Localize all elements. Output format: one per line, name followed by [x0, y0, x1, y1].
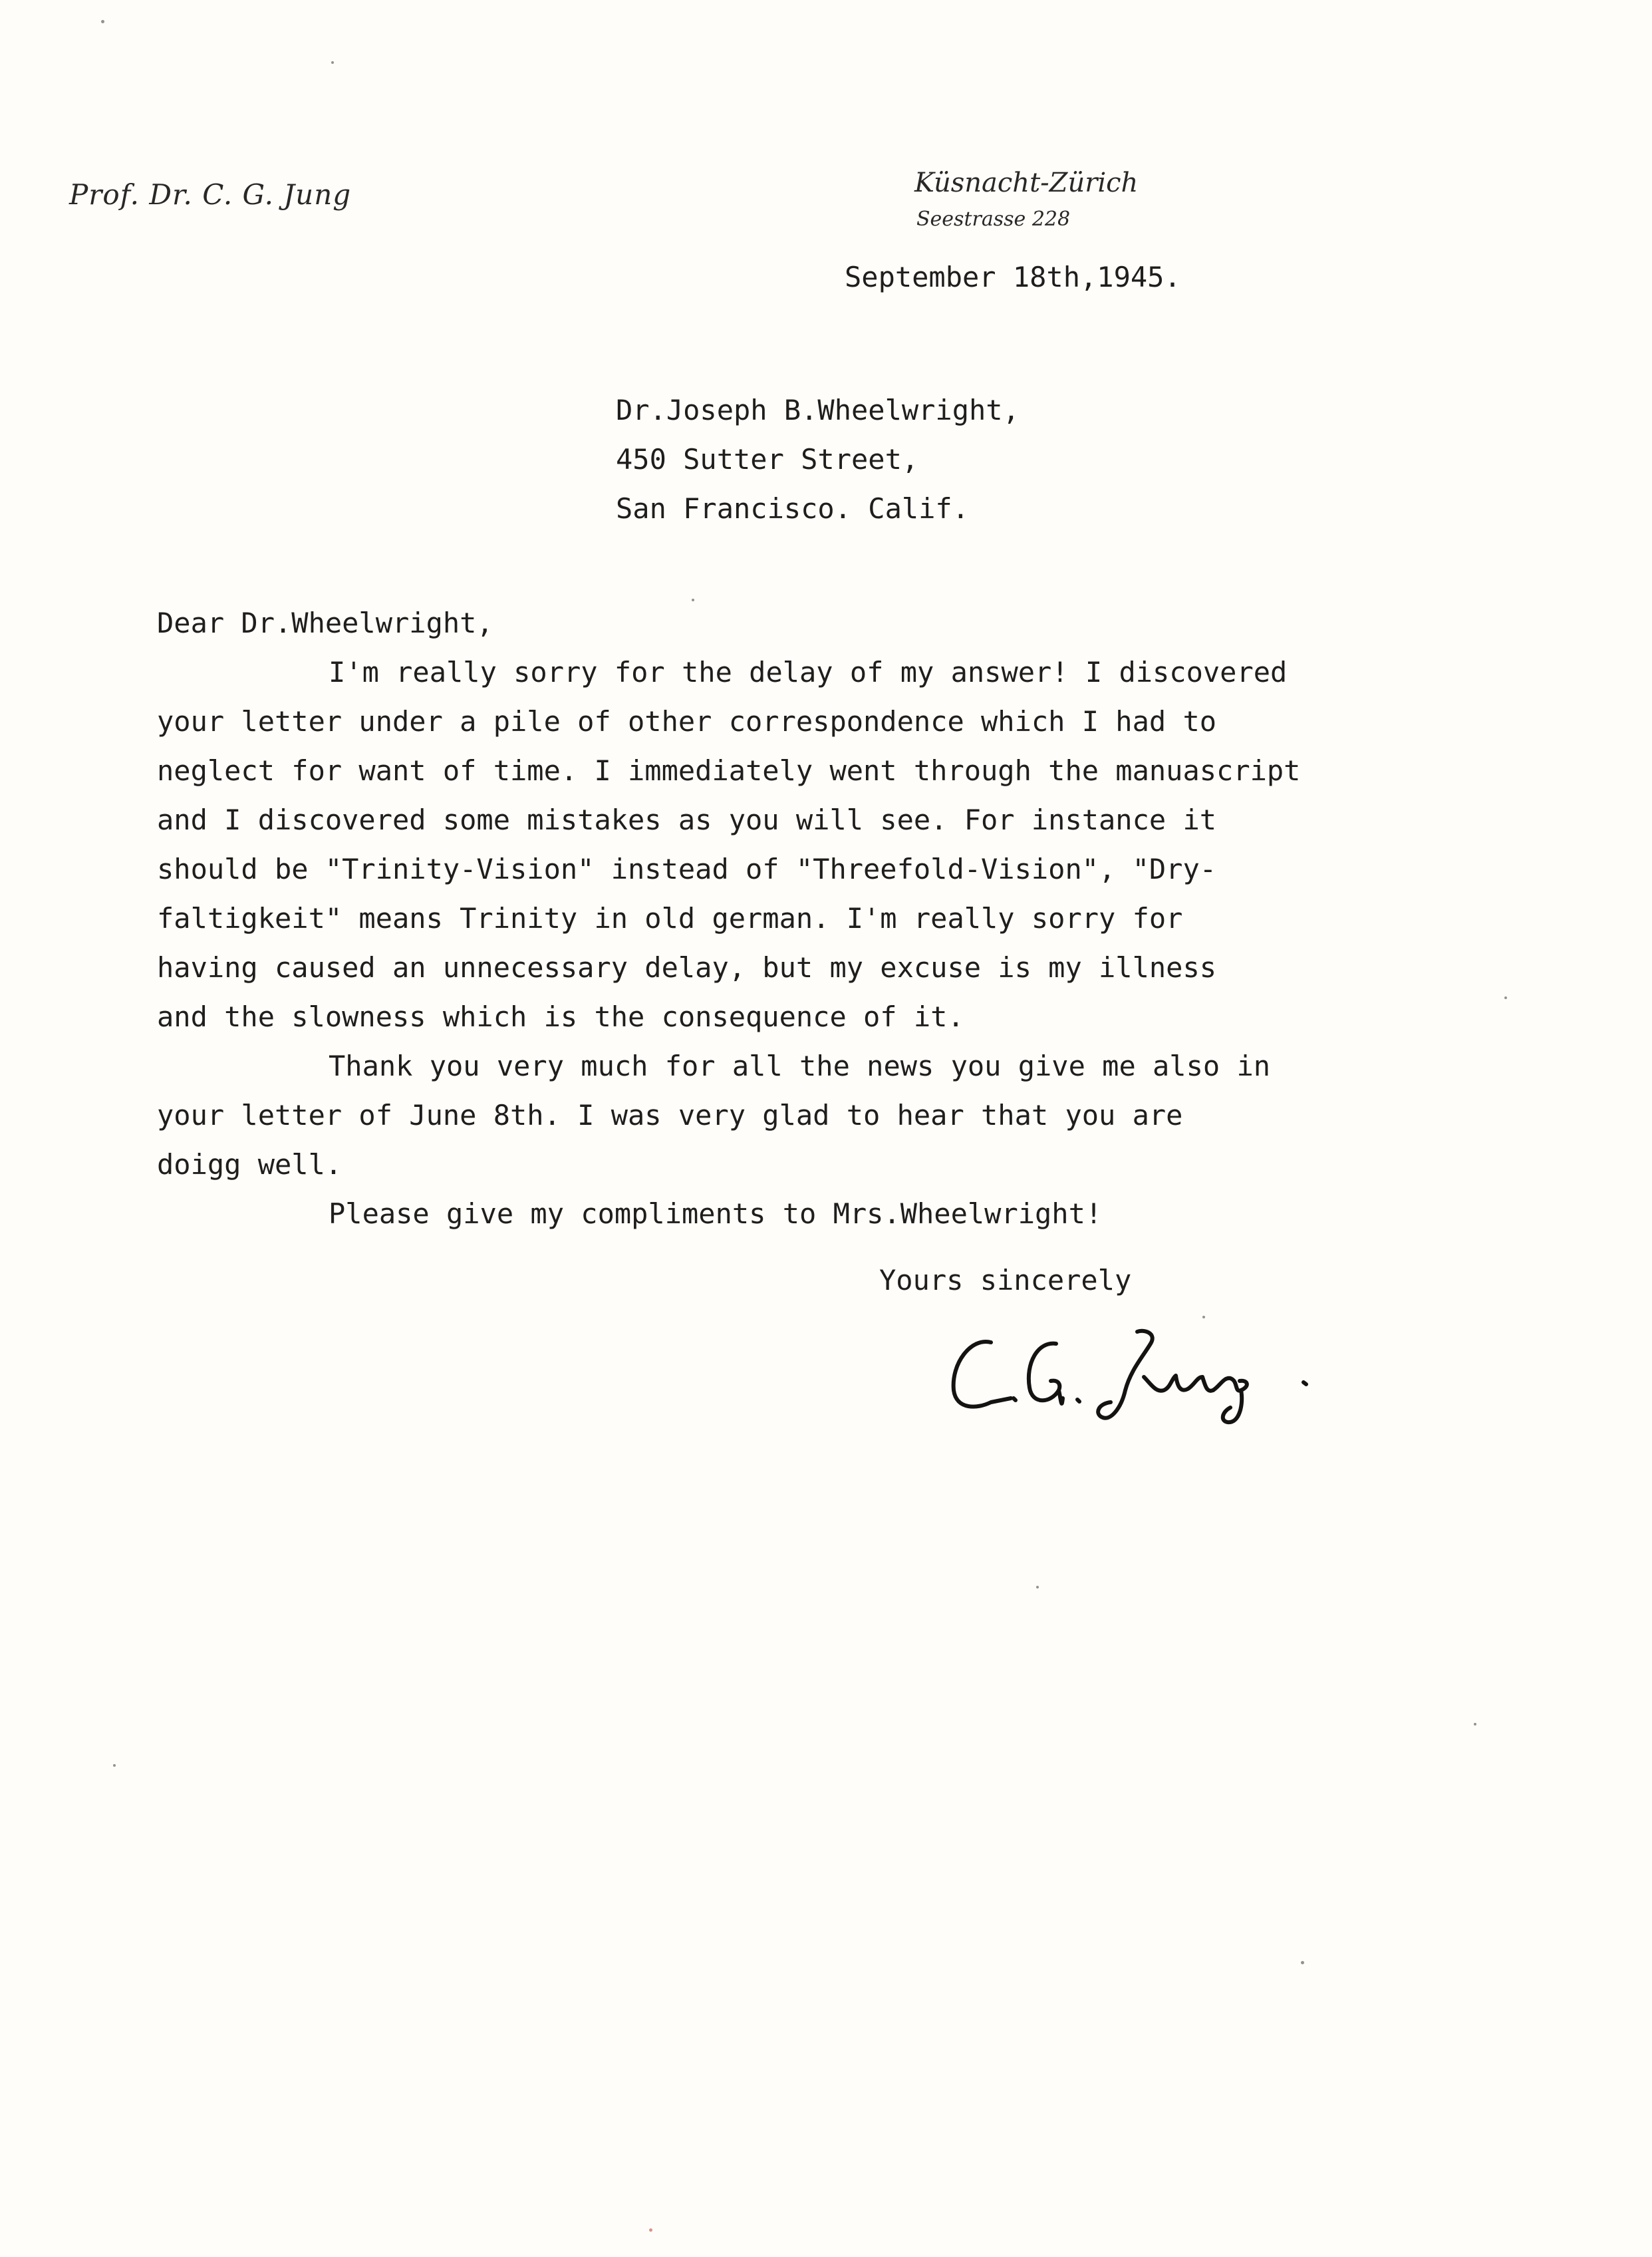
paper-speck — [1474, 1723, 1476, 1726]
paper-speck — [331, 61, 334, 64]
body-line: and I discovered some mistakes as you will see. For instance it — [157, 804, 1217, 836]
letterhead-street: Seestrasse 228 — [916, 208, 1071, 231]
paper-speck — [649, 2228, 652, 2232]
body-line: faltigkeit" means Trinity in old german. I'm really sorry for — [157, 902, 1183, 935]
body-line: and the slowness which is the consequence of it. — [157, 1000, 964, 1033]
body-line: neglect for want of time. I immediately went through the manuascript — [157, 754, 1301, 787]
letterhead-city: Küsnacht-Zürich — [914, 168, 1139, 198]
paper-speck — [1301, 1961, 1304, 1964]
body-line: should be "Trinity-Vision" instead of "Threefold-Vision", "Dry- — [157, 853, 1217, 885]
body-line: having caused an unnecessary delay, but my excuse is my illness — [157, 951, 1217, 984]
body-line: I'm really sorry for the delay of my answer! I discovered — [329, 656, 1288, 688]
closing: Yours sincerely — [879, 1264, 1132, 1296]
paper-speck — [1036, 1586, 1039, 1588]
recipient-line-3: San Francisco. Calif. — [616, 492, 970, 525]
recipient-line-2: 450 Sutter Street, — [616, 443, 919, 476]
letterhead-name: Prof. Dr. C. G. Jung — [69, 178, 352, 211]
paper-speck — [1202, 1316, 1205, 1318]
body-line: your letter under a pile of other correspondence which I had to — [157, 705, 1217, 738]
paper-speck — [101, 20, 104, 23]
paper-speck — [113, 1764, 116, 1767]
body-line: Thank you very much for all the news you give me also in — [329, 1050, 1271, 1082]
body-line: your letter of June 8th. I was very glad to hear that you are — [157, 1099, 1183, 1131]
body-line: Please give my compliments to Mrs.Wheelwright! — [329, 1197, 1103, 1230]
salutation: Dear Dr.Wheelwright, — [157, 607, 493, 639]
paper-speck — [692, 599, 694, 601]
paper-speck — [1504, 996, 1507, 999]
body-line: doigg well. — [157, 1148, 343, 1181]
signature — [944, 1324, 1337, 1437]
letter-date: September 18th,1945. — [845, 261, 1181, 293]
recipient-line-1: Dr.Joseph B.Wheelwright, — [616, 394, 1020, 426]
